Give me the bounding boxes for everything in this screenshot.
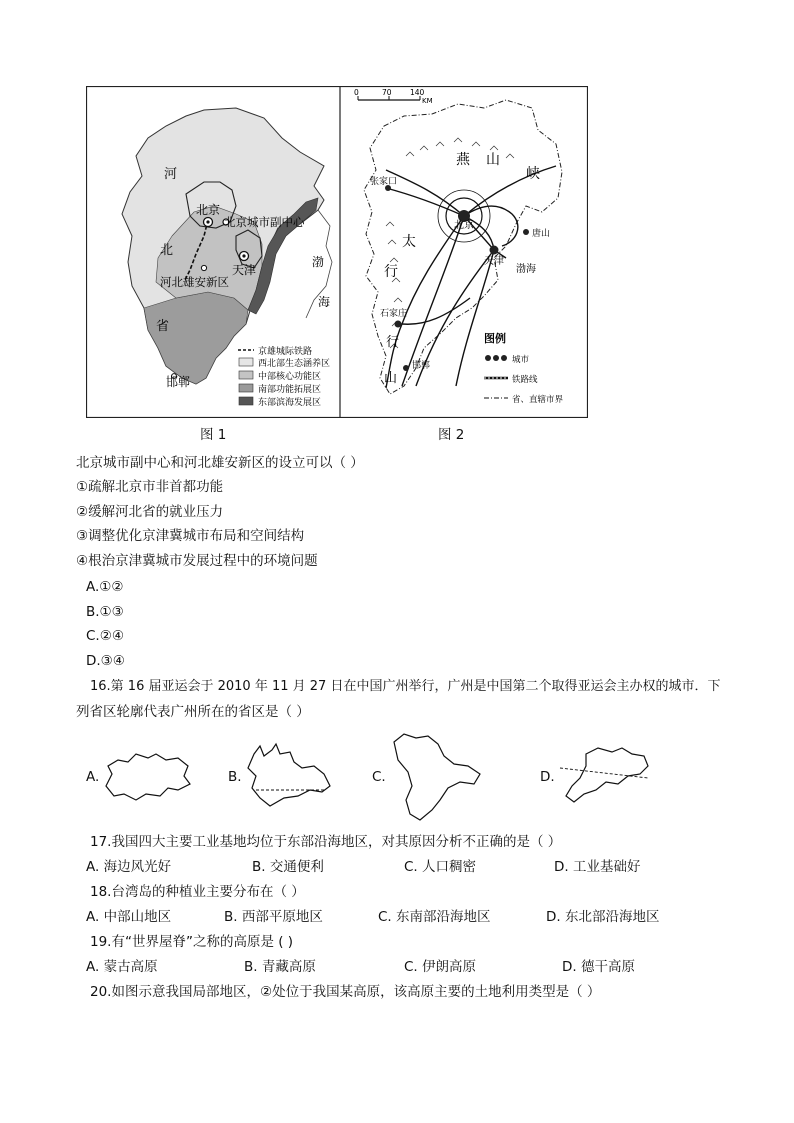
q18-option-a[interactable]: A. 中部山地区 [86,909,172,925]
q16-option-c[interactable]: C. [372,769,386,785]
fig1-legend-1: 西北部生态涵养区 [258,359,331,369]
fig2-scale-70: 70 [382,88,392,97]
fig2-scale-140: 140 [410,88,425,97]
q18-option-c[interactable]: C. 东南部沿海地区 [378,909,491,925]
q20-stem: 20.如图示意我国局部地区，②处位于我国某高原，该高原主要的土地利用类型是（ ） [90,984,601,1000]
fig2-label-tangshan: 唐山 [532,229,551,239]
q18-option-b[interactable]: B. 西部平原地区 [224,909,323,925]
q15-option-c[interactable]: C.②④ [86,628,124,644]
q15-statement-3: ③调整优化京津冀城市布局和空间结构 [76,528,305,544]
fig2-legend-city: 城市 [512,355,530,365]
fig2-shijiazhuang-dot [395,321,402,328]
q15-option-a[interactable]: A.①② [86,579,124,595]
fig1-label-he: 河 [164,167,178,182]
fig1-legend-2: 中部核心功能区 [258,372,322,382]
q19-option-b[interactable]: B. 青藏高原 [244,959,316,975]
fig1-label-hai: 海 [318,295,331,309]
fig1-label-sheng: 省 [156,319,170,334]
q15-option-b[interactable]: B.①③ [86,604,124,620]
fig2-label-shan2: 山 [384,371,398,386]
fig1-label-beijing: 北京 [196,203,221,217]
fig2-label-tianjin: 天津 [484,256,504,267]
fig2-legend-title: 图例 [484,332,506,345]
fig2-label-mo: 峡 [526,166,540,182]
fig1-label-bei: 北 [160,243,174,258]
q15-statement-4: ④根治京津冀城市发展过程中的环境问题 [76,553,318,569]
q16-shape-b [240,740,336,814]
fig1-label-tianjin: 天津 [232,263,257,277]
q16-option-a[interactable]: A. [86,769,100,785]
q16-shape-a [98,746,194,806]
q16-option-b[interactable]: B. [228,769,242,785]
fig2-label-xing: 行 [384,264,398,280]
q15-option-d[interactable]: D.③④ [86,653,125,669]
q15-statement-2: ②缓解河北省的就业压力 [76,504,224,520]
fig2-tangshan-dot [523,229,529,235]
fig2-label-hang: 行 [386,335,400,350]
fig2-scale-unit: KM [422,97,433,105]
q15-stem: 北京城市副中心和河北雄安新区的设立可以（ ） [76,455,364,471]
fig1-legend-3: 南部功能拓展区 [258,385,322,395]
q17-option-a[interactable]: A. 海边风光好 [86,859,172,875]
fig1-label-xiongan: 河北雄安新区 [160,275,229,289]
q19-option-d[interactable]: D. 德干高原 [562,959,635,975]
fig2-label-tai: 太 [402,234,416,250]
fig2-handan-dot [403,365,409,371]
q16-shape-d [556,742,656,808]
fig1-caption: 图 1 [200,427,227,443]
fig1-label-handan: 邯郸 [166,375,191,389]
fig2-tianjin-dot [490,246,499,255]
q18-stem: 18.台湾岛的种植业主要分布在（ ） [90,884,305,900]
fig1-label-bo: 渤 [312,255,325,269]
q17-stem: 17.我国四大主要工业基地均位于东部沿海地区，对其原因分析不正确的是（ ） [90,834,562,850]
fig2-label-zhangjiakou: 张家口 [370,177,398,187]
fig2-label-bohai: 渤海 [516,264,536,275]
fig1-label-fuzhongxin: 北京城市副中心 [224,215,305,229]
fig2-label-handan: 邯郸 [412,361,431,371]
fig2-label-yan: 燕 [456,152,470,168]
fig1-xiongan-marker [201,265,206,270]
q19-option-a[interactable]: A. 蒙古高原 [86,959,158,975]
q16-stem-line1: 16.第 16 届亚运会于 2010 年 11 月 27 日在中国广州举行，广州是中国第二个取得亚运会主办权的城市．下 [90,679,721,694]
q16-shape-c [388,730,488,826]
q17-option-c[interactable]: C. 人口稠密 [404,859,477,875]
q15-statement-1: ①疏解北京市非首都功能 [76,479,224,495]
fig1-legend-0: 京雄城际铁路 [258,347,313,357]
fig2-caption: 图 2 [438,427,465,443]
q16-option-d[interactable]: D. [540,769,555,785]
q19-option-c[interactable]: C. 伊朗高原 [404,959,477,975]
fig1-legend-4: 东部滨海发展区 [258,398,322,408]
fig2-label-shijiazhuang: 石家庄 [380,309,408,319]
fig2-legend-rail: 铁路线 [512,375,538,385]
q18-option-d[interactable]: D. 东北部沿海地区 [546,909,660,925]
fig2-scale-0: 0 [354,88,359,97]
fig2-label-shan: 山 [486,152,500,168]
q19-stem: 19.有“世界屋脊”之称的高原是 ( ) [90,934,294,950]
fig2-label-beijing: 北京 [454,220,474,231]
figure-panel [86,86,588,418]
fig2-legend-border: 省、直辖市界 [512,395,564,405]
q17-option-d[interactable]: D. 工业基础好 [554,859,641,875]
q17-option-b[interactable]: B. 交通便利 [252,859,324,875]
q16-stem-line2: 列省区轮廓代表广州所在的省区是（ ） [76,704,310,720]
